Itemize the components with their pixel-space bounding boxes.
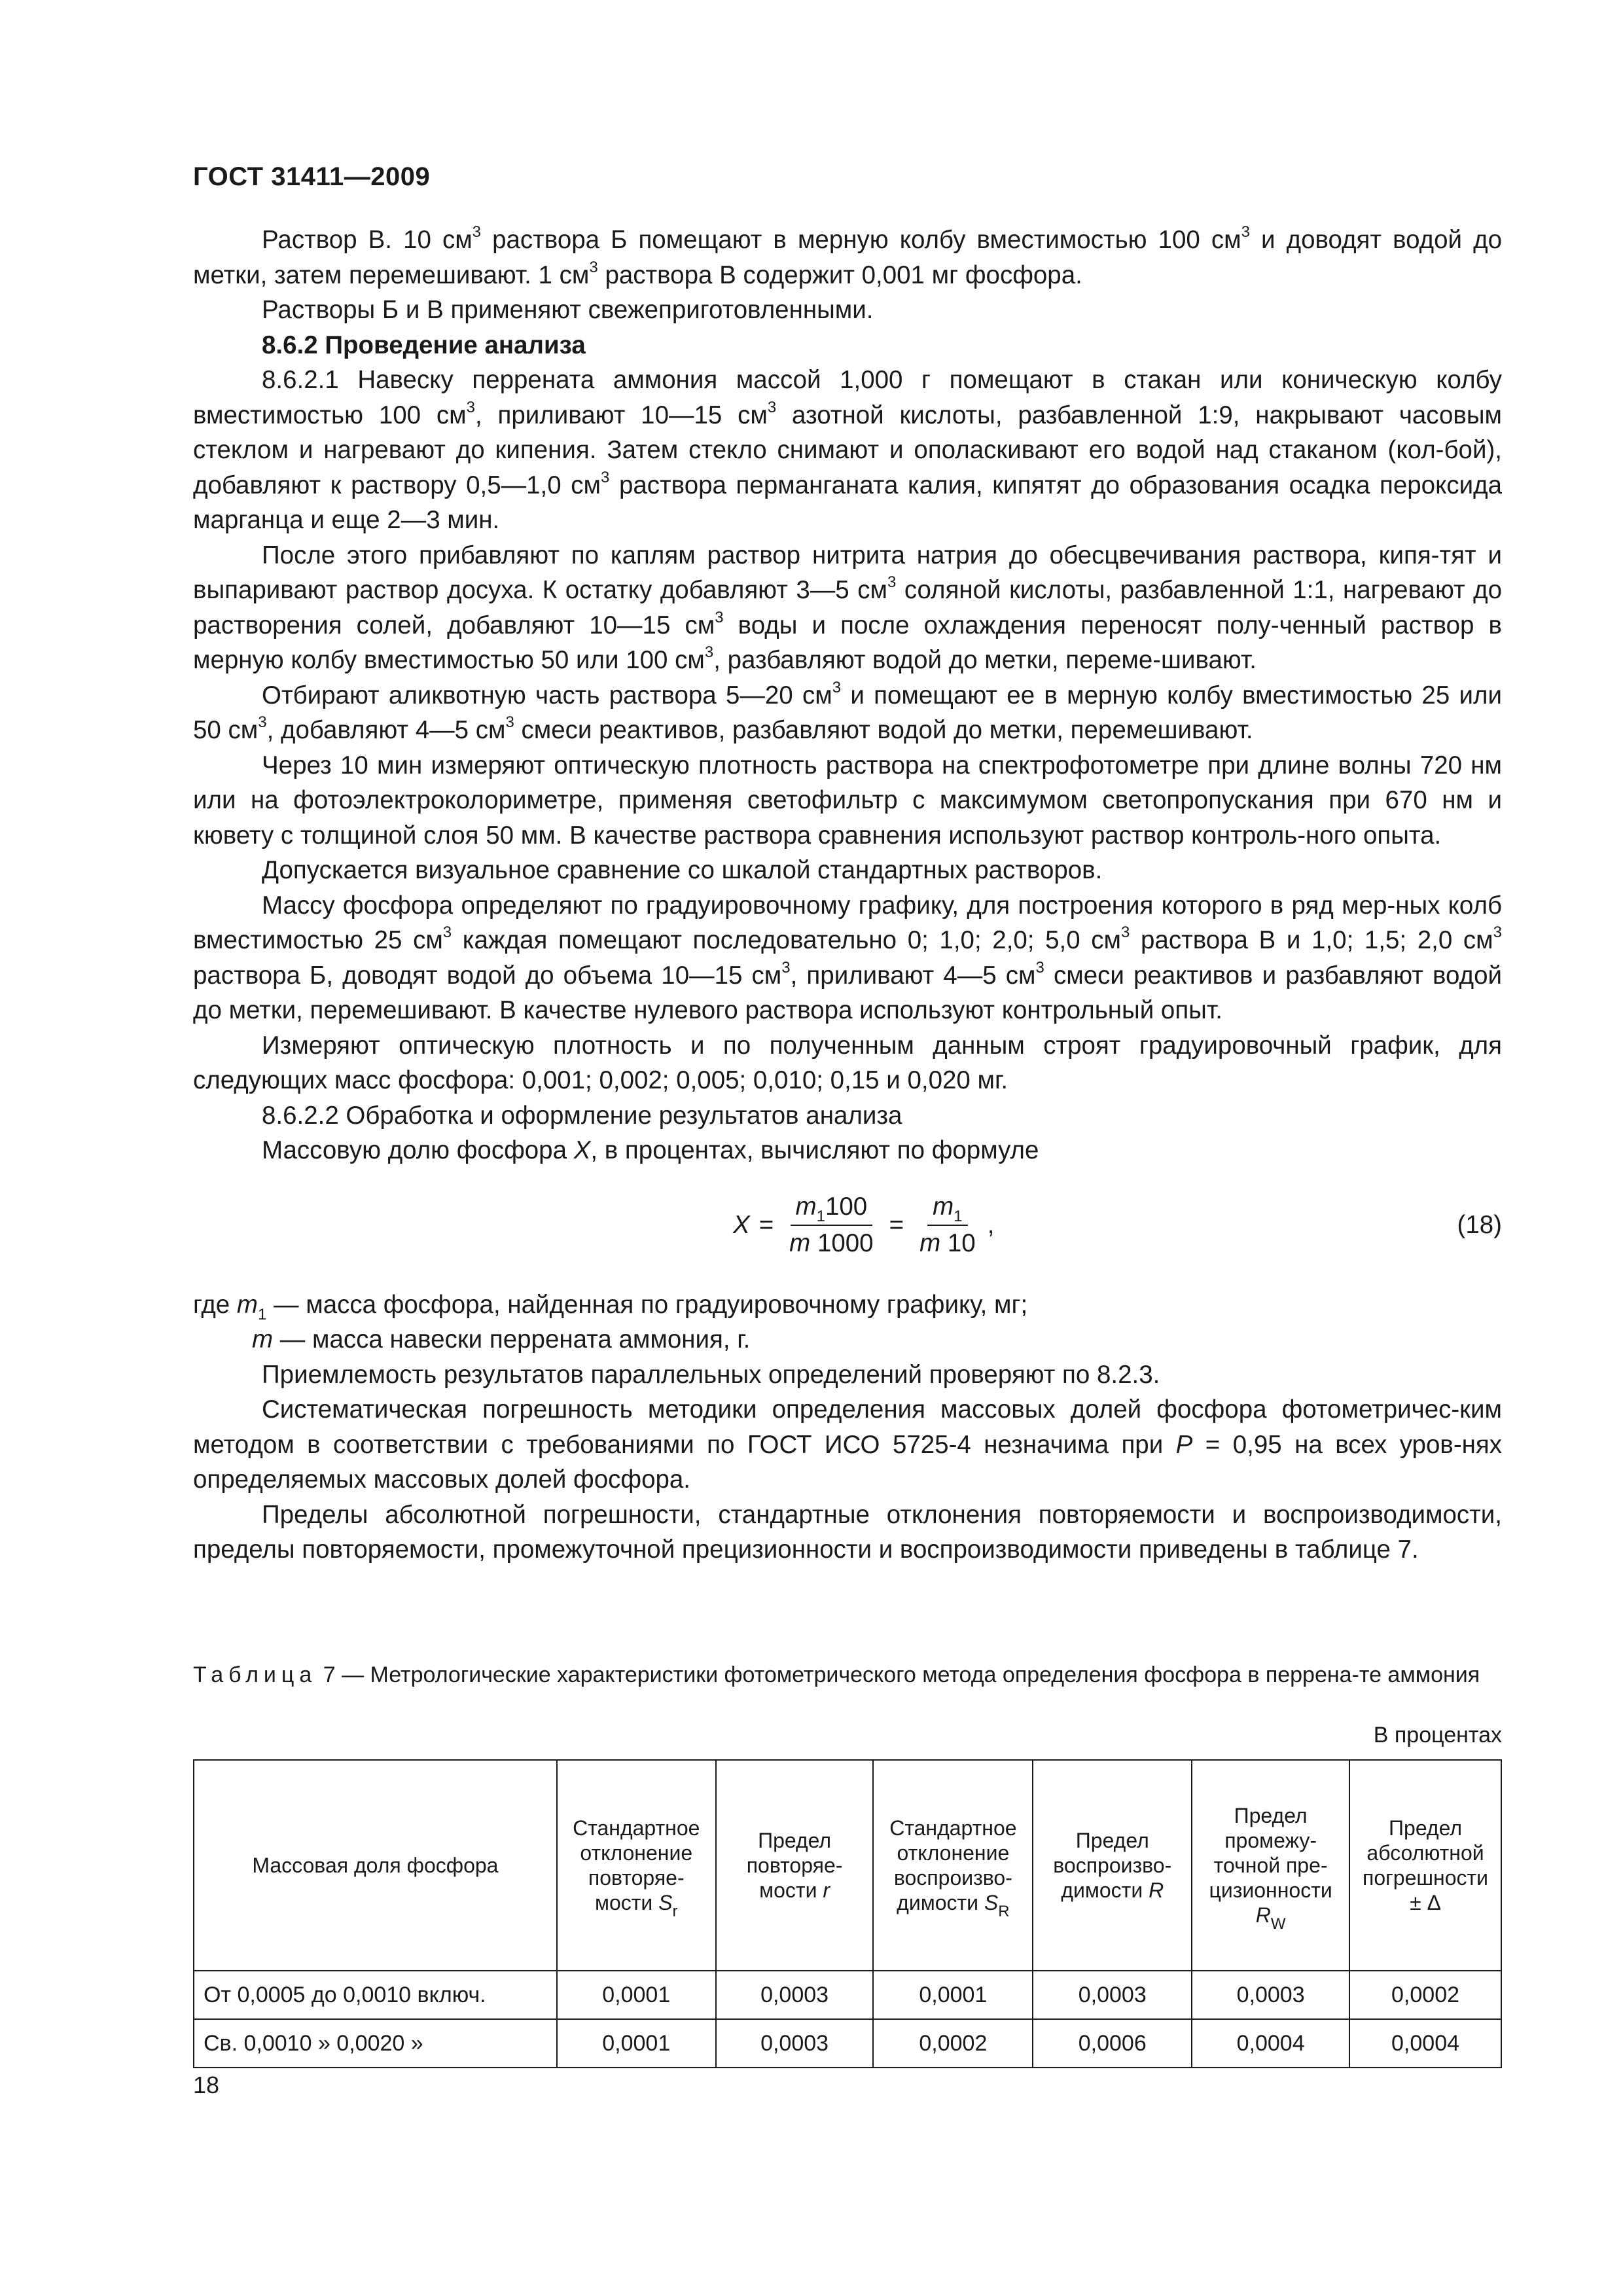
table-units: В процентах: [1373, 1723, 1502, 1748]
header-sR: Стандартное отклонение воспроизво-димости $S_R$: [873, 1760, 1033, 1971]
paragraph-formula-intro: Массовую долю фосфора X, в процентах, вычисляют по формуле: [262, 1136, 1039, 1164]
table-header-row: [194, 1760, 1501, 1971]
header-r: Предел повторяе-мости r: [716, 1760, 874, 1971]
paragraph-visual-comparison: Допускается визуальное сравнение со шкалой стандартных растворов.: [262, 856, 1103, 884]
paragraph-optical-density: Через 10 мин измеряют оптическую плотность раствора на спектрофотометре при длине волны 720 нм или на фотоэлектроколориметре, применяя светофильтр с максимумом светопропускания при 670 нм и кювету с толщиной слоя 50 мм. В качестве раствора сравнения используют раствор контроль-ного опыта.: [193, 751, 1502, 850]
table-cell: 0,0002: [873, 2019, 1033, 2068]
document-header: ГОСТ 31411—2009: [193, 162, 431, 191]
paragraph-solution-v: Раствор В. 10 $см^3$ раствора Б помещают в мерную колбу вместимостью 100 $см^3$ и доводят водой до метки, затем перемешивают. 1 $см^3$ раствора В содержит 0,001 мг фосфора.: [193, 223, 1502, 289]
table-cell: 0,0006: [1033, 2019, 1192, 2068]
table-cell: 0,0004: [1192, 2019, 1349, 2068]
header-mass-fraction: Массовая доля фосфора: [194, 1760, 557, 1971]
paragraph-limits: Пределы абсолютной погрешности, стандартные отклонения повторяемости и воспроизводимости, пределы повторяемости, промежуточной прецизионности и воспроизводимости приведены в таблице 7.: [193, 1500, 1502, 1564]
section-heading-analysis: 8.6.2 Проведение анализа: [262, 331, 586, 359]
paragraph-systematic-error: Систематическая погрешность методики определения массовых долей фосфора фотометричес-ким методом в соответствии с требованиями по ГОСТ ИСО 5725-4 незначима при P = 0,95 на всех уров-нях определяемых массовых долей фосфора.: [193, 1395, 1503, 1494]
table-row: [194, 1971, 1501, 2019]
paragraph-aliquot: Отбирают аликвотную часть раствора 5—20 $см^3$ и помещают ее в мерную колбу вместимостью 25 или 50 $см^3$, добавляют 4—5 $см^3$ смеси реактивов, разбавляют водой до метки, перемешивают.: [193, 678, 1502, 744]
metrology-table: [193, 1759, 1502, 2068]
paragraph-nitrite: После этого прибавляют по каплям раствор нитрита натрия до обесцвечивания раствора, кипя-тят и выпаривают раствор досуха. К остатку добавляют 3—5 $см^3$ соляной кислоты, разбавленной 1:1, нагревают до растворения солей, добавляют 10—15 $см^3$ воды и после охлаждения переносят полу-ченный раствор в мерную колбу вместимостью 50 или 100 $см^3$, разбавляют водой до метки, переме-шивают.: [193, 541, 1503, 674]
where-m: m — масса навески перрената аммония, г.: [252, 1325, 751, 1354]
table-cell: 0,0004: [1349, 2019, 1501, 2068]
page-number: 18: [193, 2072, 220, 2098]
table-cell: Св. 0,0010 » 0,0020 »: [194, 2019, 557, 2068]
header-abs-error: Предел абсолютной погрешности ± Δ: [1349, 1760, 1501, 1971]
paragraph-calibration-masses: Измеряют оптическую плотность и по полученным данным строят градуировочный график, для следующих масс фосфора: 0,001; 0,002; 0,005; 0,010; 0,15 и 0,020 мг.: [193, 1031, 1502, 1094]
formula-expression: X = $\frac{m_1100}{m 1000}$ = $\frac{m_1}{m 10}$ ,: [733, 1176, 994, 1274]
paragraph-fresh-solutions: Растворы Б и В применяют свежеприготовленными.: [262, 296, 874, 324]
formula-18: [193, 1176, 1502, 1274]
table-cell: 0,0001: [557, 2019, 716, 2068]
table-row: [194, 2019, 1501, 2068]
header-R: Предел воспроизво-димости R: [1033, 1760, 1192, 1971]
table-cell: 0,0003: [1033, 1971, 1192, 2019]
paragraph-acceptability: Приемлемость результатов параллельных определений проверяют по 8.2.3.: [262, 1360, 1160, 1389]
table-cell: 0,0001: [557, 1971, 716, 2019]
table-cell: 0,0003: [716, 1971, 874, 2019]
formula-number: (18): [1457, 1210, 1502, 1239]
table-cell: 0,0001: [873, 1971, 1033, 2019]
header-Rw: Предел промежу-точной пре-цизионности $R_W$: [1192, 1760, 1349, 1971]
table-cell: От 0,0005 до 0,0010 включ.: [194, 1971, 557, 2019]
table-cell: 0,0003: [1192, 1971, 1349, 2019]
paragraph-calibration: Массу фосфора определяют по градуировочному графику, для построения которого в ряд мер-ных колб вместимостью 25 $см^3$ каждая помещают последовательно 0; 1,0; 2,0; 5,0 $см^3$ раствора В и 1,0; 1,5; 2,0 $см^3$ раствора Б, доводят водой до объема 10—15 $см^3$, приливают 4—5 $см^3$ смеси реактивов и разбавляют водой до метки, перемешивают. В качестве нулевого раствора используют контрольный опыт.: [193, 891, 1502, 1024]
paragraph-8-6-2-2: 8.6.2.2 Обработка и оформление результатов анализа: [262, 1101, 902, 1130]
table-cell: 0,0002: [1349, 1971, 1501, 2019]
where-m1: где $m_1$ — масса фосфора, найденная по градуировочному графику, мг;: [193, 1290, 1028, 1323]
fraction-2: $\frac{m_1}{m 10}$: [914, 1189, 981, 1261]
fraction-1: $\frac{m_1100}{m 1000}$: [784, 1189, 878, 1261]
table-caption: Таблица 7 — Метрологические характеристики фотометрического метода определения фосфора в перрена-те аммония: [193, 1662, 1480, 1687]
table-cell: 0,0003: [716, 2019, 874, 2068]
header-sr: Стандартное отклонение повторяе-мости $S_r$: [557, 1760, 716, 1971]
main-text: [193, 223, 1502, 1568]
paragraph-8-6-2-1: 8.6.2.1 Навеску перрената аммония массой 1,000 г помещают в стакан или коническую колбу вместимостью 100 $см^3$, приливают 10—15 $см^3$ азотной кислоты, разбавленной 1:9, накрывают часовым стеклом и нагревают до кипения. Затем стекло снимают и ополаскивают его водой над стаканом (кол-бой), добавляют к раствору 0,5—1,0 $см^3$ раствора перманганата калия, кипятят до образования осадка пероксида марганца и еще 2—3 мин.: [193, 366, 1502, 534]
